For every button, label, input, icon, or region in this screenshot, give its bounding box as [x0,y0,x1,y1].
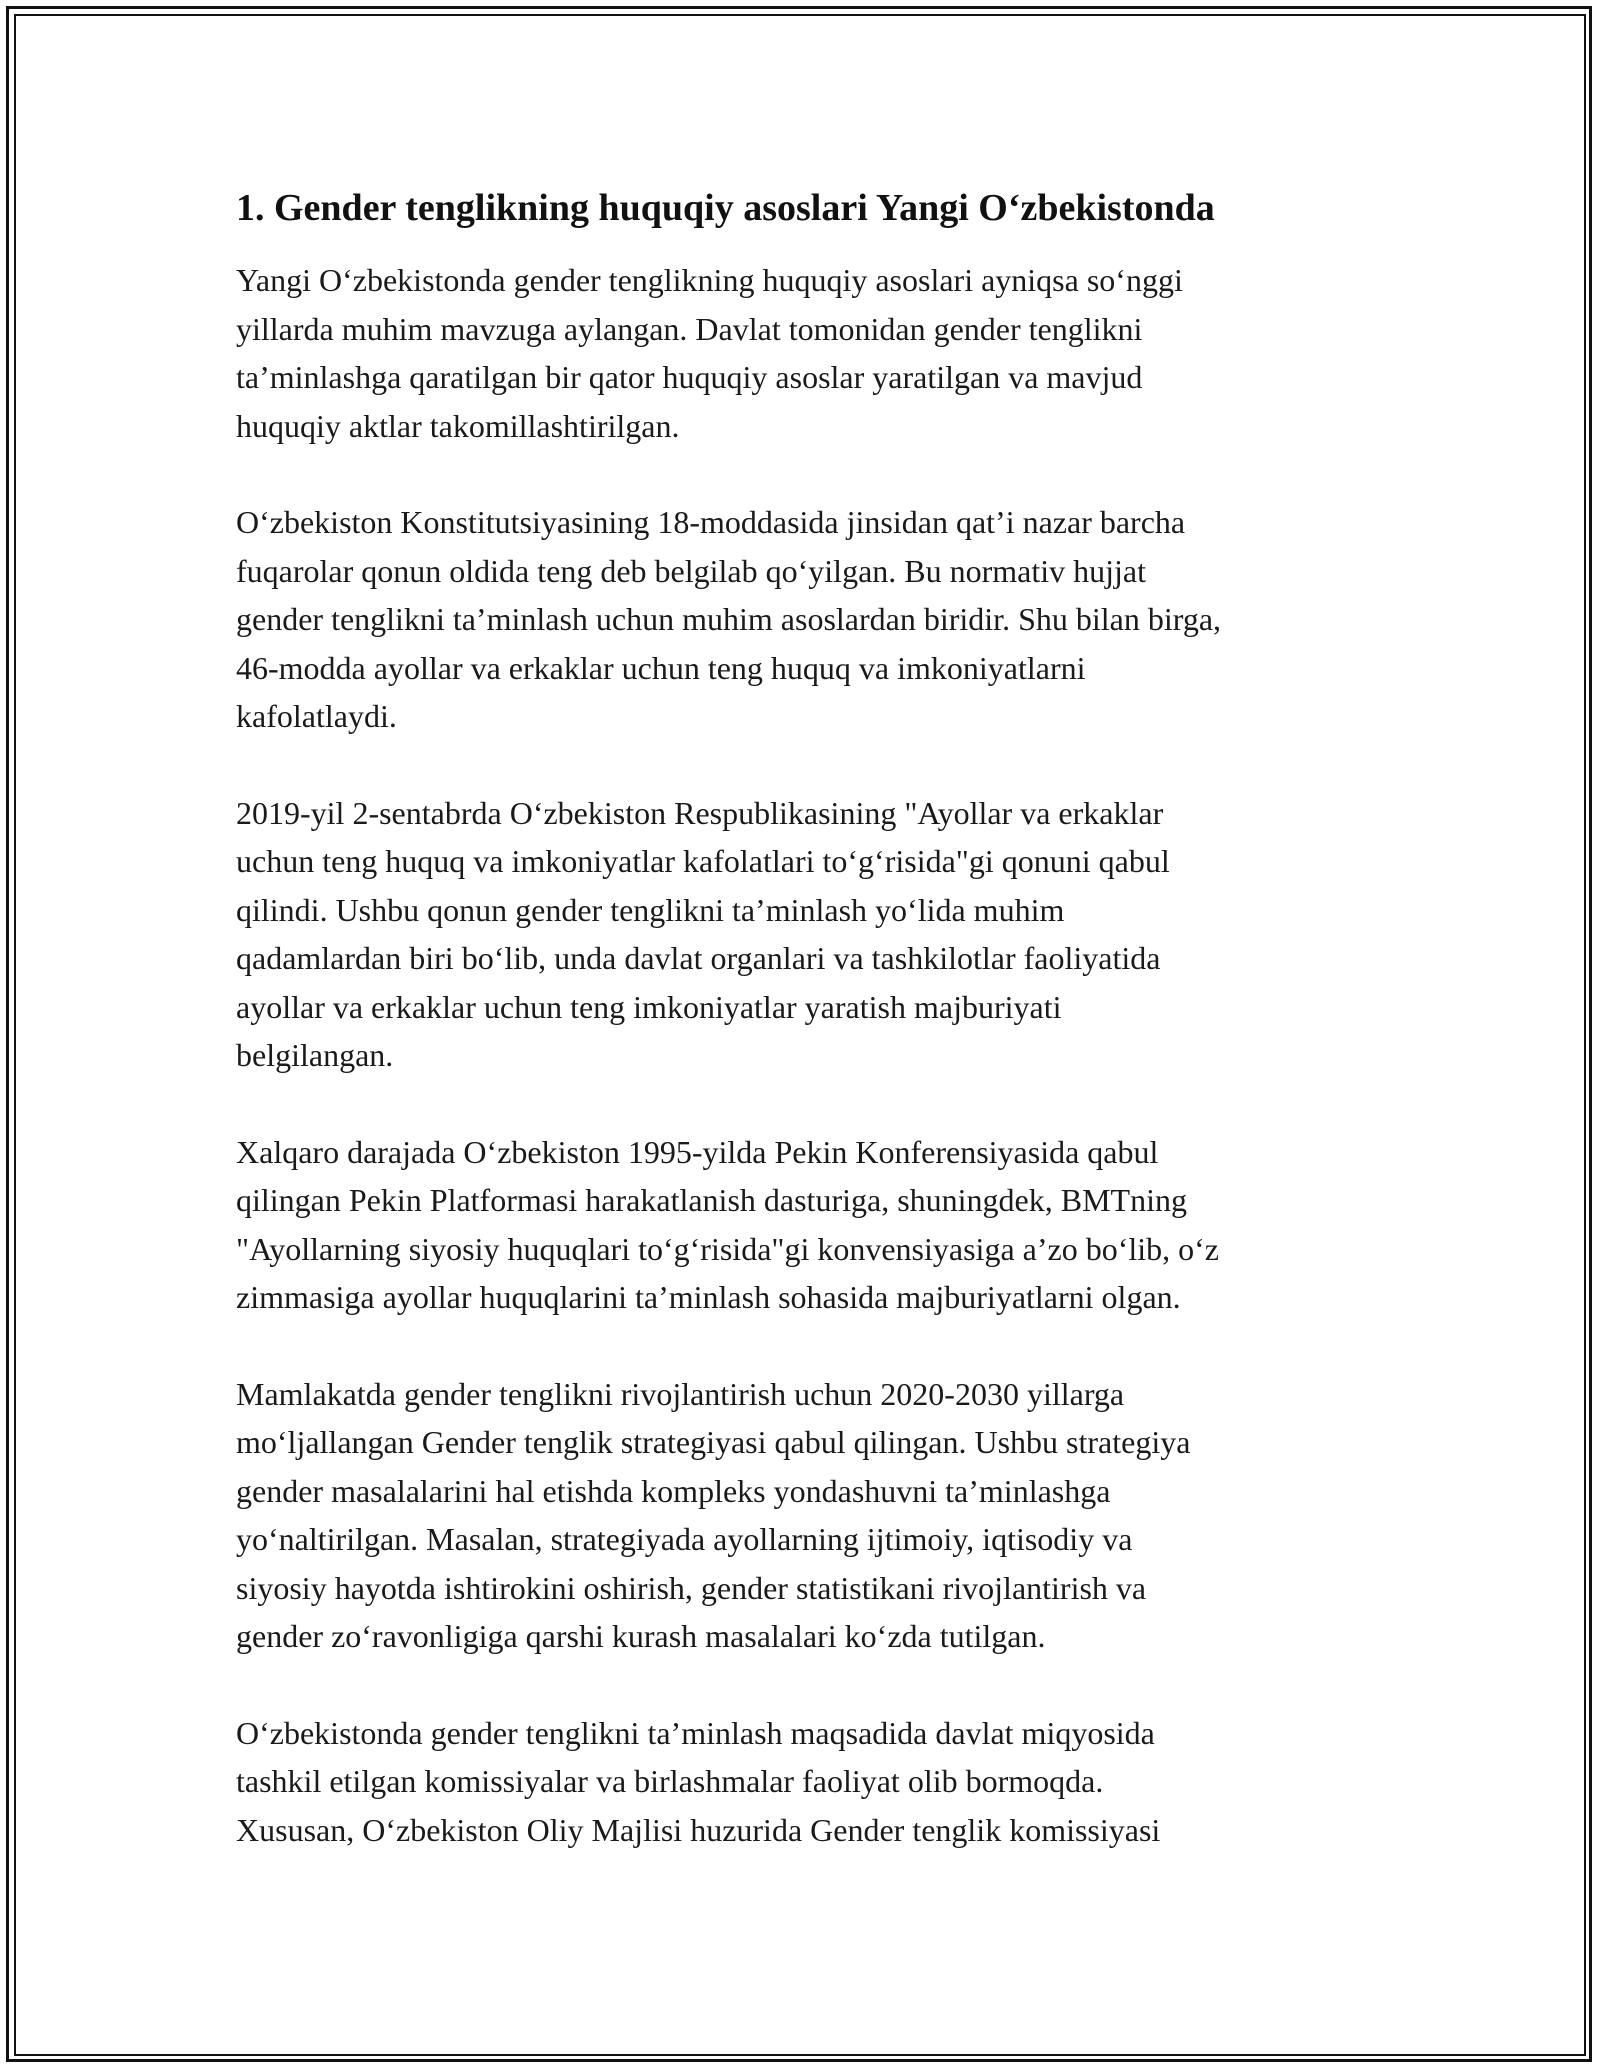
paragraph-4: Xalqaro darajada O‘zbekiston 1995-yilda Pekin Konferensiyasida qabul qilingan Pekin Platformasi harakatlanish dasturiga, shuningdek, BMTning "Ayollarning siyosiy huquqlari to‘g‘risida"gi konvensiyasiga a’zo bo‘lib, o‘z zimmasiga ayollar huquqlarini ta’minlash sohasida majburiyatlarni olgan. [236,1133,1219,1315]
section-heading: 1. Gender tenglikning huquqiy asoslari Yangi O‘zbekistonda [236,187,1215,229]
paragraph-6: O‘zbekistonda gender tenglikni ta’minlash maqsadida davlat miqyosida tashkil etilgan komissiyalar va birlashmalar faoliyat olib bormoqda. Xususan, O‘zbekiston Oliy Majlisi huzurida Gender tenglik komissiyasi [236,1714,1161,1848]
paragraph-3: 2019-yil 2-sentabrda O‘zbekiston Respublikasining "Ayollar va erkaklar uchun teng huquq va imkoniyatlar kafolatlari to‘g‘risida"gi qonuni qabul qilindi. Ushbu qonun gender tenglikni ta’minlash yo‘lida muhim qadamlardan biri bo‘lib, unda davlat organlari va tashkilotlar faoliyatida ayollar va erkaklar uchun teng imkoniyatlar yaratish majburiyati belgilangan. [236,794,1170,1073]
paragraph-5: Mamlakatda gender tenglikni rivojlantirish uchun 2020-2030 yillarga mo‘ljallangan Gender tenglik strategiyasi qabul qilingan. Ushbu strategiya gender masalalarini hal etishda kompleks yondashuvni ta’minlashga yo‘naltirilgan. Masalan, strategiyada ayollarning ijtimoiy, iqtisodiy va siyosiy hayotda ishtirokini oshirish, gender statistikani rivojlantirish va gender zo‘ravonligiga qarshi kurash masalalari ko‘zda tutilgan. [236,1375,1191,1654]
paragraph-1: Yangi O‘zbekistonda gender tenglikning huquqiy asoslari ayniqsa so‘nggi yillarda muhim mavzuga aylangan. Davlat tomonidan gender tenglikni ta’minlashga qaratilgan bir qator huquqiy asoslar yaratilgan va mavjud huquqiy aktlar takomillashtirilgan. [236,262,1183,444]
paragraph-2: O‘zbekiston Konstitutsiyasining 18-moddasida jinsidan qat’i nazar barcha fuqarolar qonun oldida teng deb belgilab qo‘yilgan. Bu normativ hujjat gender tenglikni ta’minlash uchun muhim asoslardan biridir. Shu bilan birga, 46-modda ayollar va erkaklar uchun teng huquq va imkoniyatlarni kafolatlaydi. [236,504,1222,734]
document-body [236,184,1384,1902]
